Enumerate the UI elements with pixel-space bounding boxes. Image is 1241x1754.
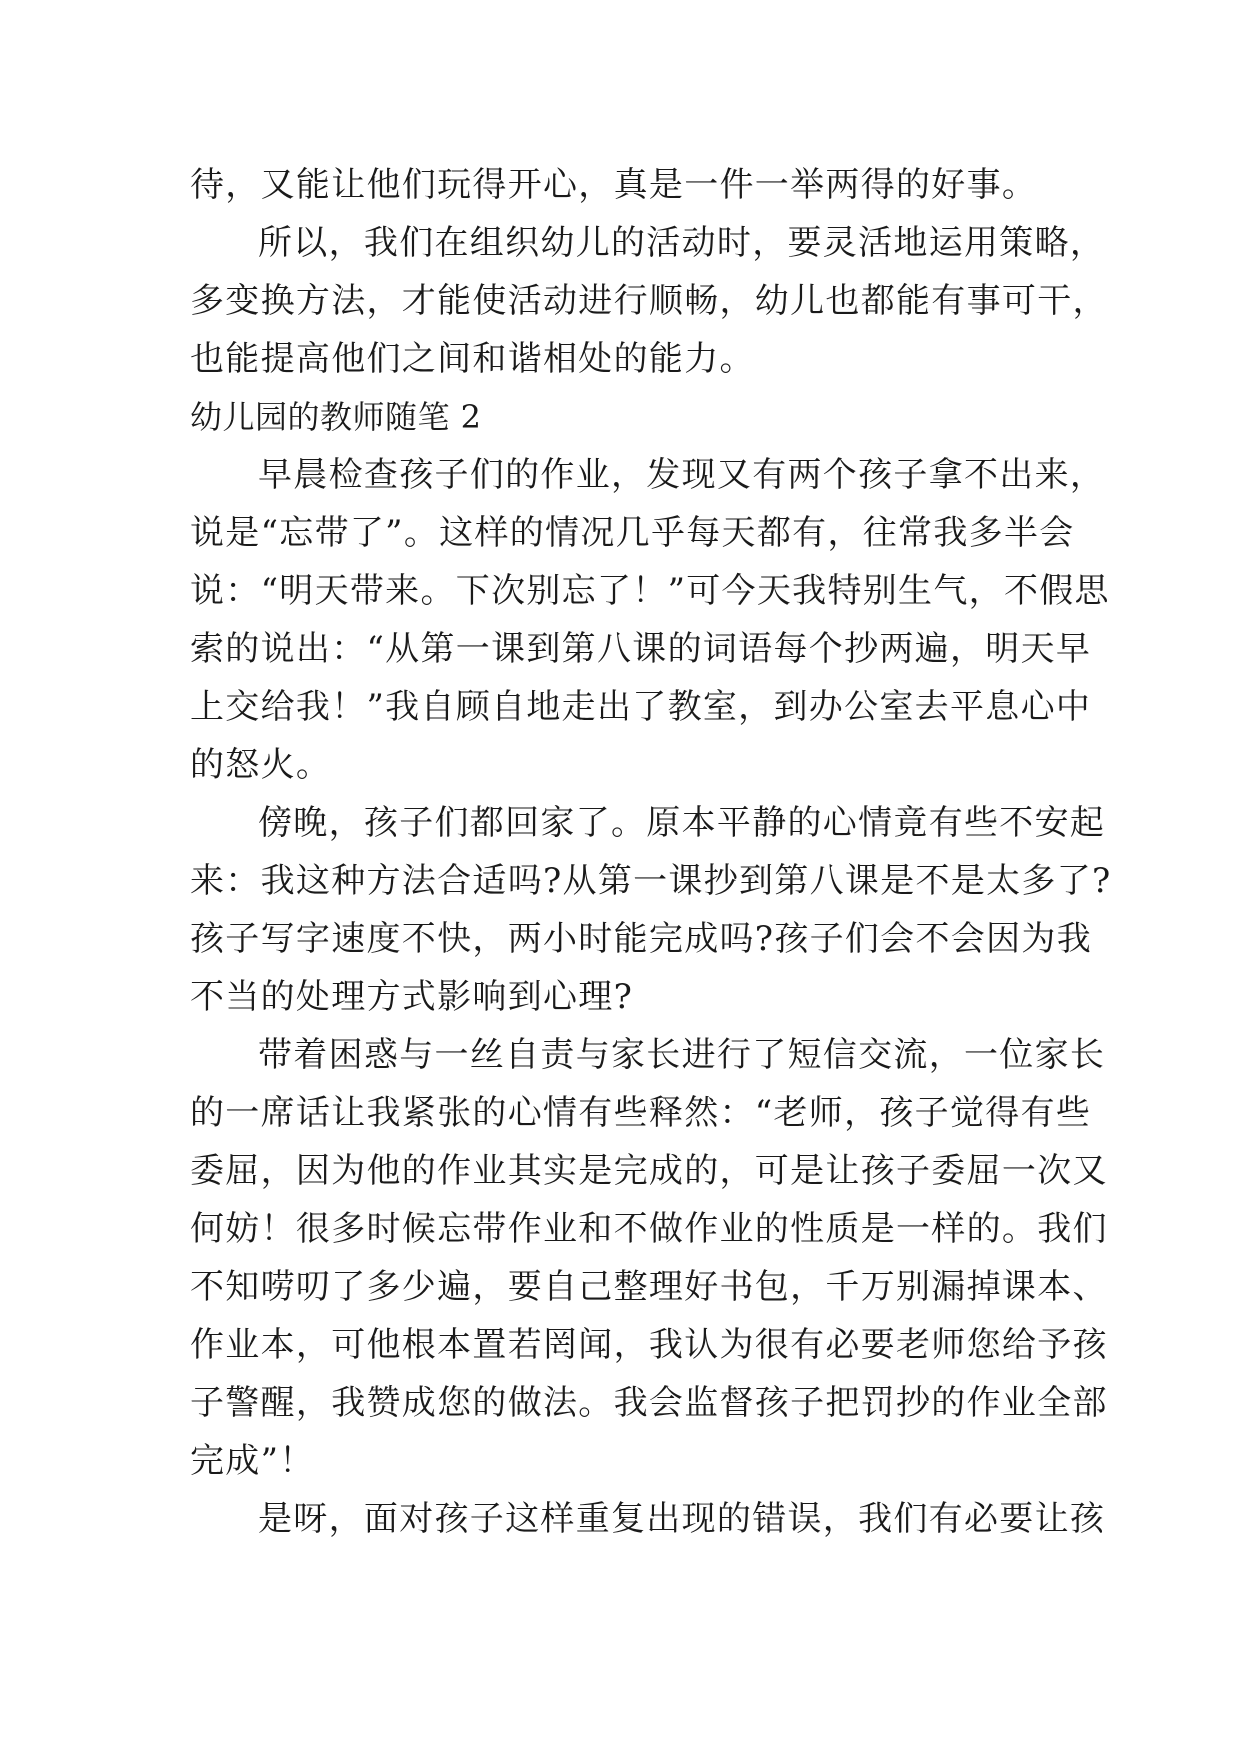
text-line: 不知唠叨了多少遍，要自己整理好书包，千万别漏掉课本、 — [190, 1267, 1108, 1307]
text-line: 上交给我！”我自顾自地走出了教室，到办公室去平息心中 — [190, 687, 1092, 727]
text-line: 委屈，因为他的作业其实是完成的，可是让孩子委屈一次又 — [190, 1151, 1108, 1191]
text-line: 不当的处理方式影响到心理? — [190, 977, 634, 1017]
section-heading: 幼儿园的教师随笔 2 — [190, 398, 482, 436]
text-line: 说：“明天带来。下次别忘了！”可今天我特别生气，不假思 — [190, 571, 1110, 611]
text-line: 所以，我们在组织幼儿的活动时，要灵活地运用策略， — [258, 223, 1106, 263]
text-line: 也能提高他们之间和谐相处的能力。 — [190, 339, 755, 379]
text-line: 说是“忘带了”。这样的情况几乎每天都有，往常我多半会 — [190, 513, 1075, 553]
text-line: 多变换方法，才能使活动进行顺畅，幼儿也都能有事可干， — [190, 281, 1108, 321]
text-line: 子警醒，我赞成您的做法。我会监督孩子把罚抄的作业全部 — [190, 1383, 1108, 1423]
text-line: 来：我这种方法合适吗?从第一课抄到第八课是不是太多了? — [190, 861, 1112, 901]
text-line: 是呀，面对孩子这样重复出现的错误，我们有必要让孩 — [258, 1499, 1106, 1539]
text-line: 待，又能让他们玩得开心，真是一件一举两得的好事。 — [190, 165, 1038, 205]
text-line: 索的说出：“从第一课到第八课的词语每个抄两遍，明天早 — [190, 629, 1092, 669]
text-line: 完成”！ — [190, 1441, 315, 1481]
text-line: 孩子写字速度不快，两小时能完成吗?孩子们会不会因为我 — [190, 919, 1093, 959]
text-line: 傍晚，孩子们都回家了。原本平静的心情竟有些不安起 — [258, 803, 1106, 843]
text-line: 作业本，可他根本置若罔闻，我认为很有必要老师您给予孩 — [190, 1325, 1108, 1365]
document-body — [190, 156, 1112, 1548]
text-line: 何妨！很多时候忘带作业和不做作业的性质是一样的。我们 — [190, 1209, 1108, 1249]
text-line: 的一席话让我紧张的心情有些释然：“老师，孩子觉得有些 — [190, 1093, 1092, 1133]
text-line: 带着困惑与一丝自责与家长进行了短信交流，一位家长 — [258, 1035, 1106, 1075]
text-line: 早晨检查孩子们的作业，发现又有两个孩子拿不出来， — [258, 455, 1106, 495]
text-line: 的怒火。 — [190, 745, 332, 785]
